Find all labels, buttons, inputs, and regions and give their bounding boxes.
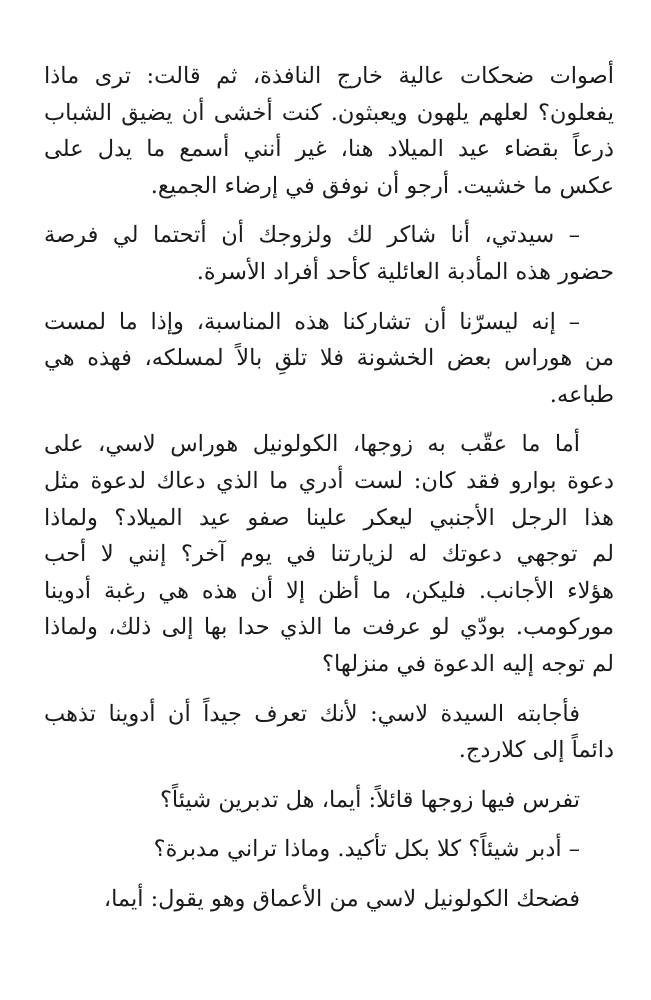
paragraph [44, 831, 614, 868]
text-line: لم توجهي دعوتك له لزيارتنا في يوم آخر؟ إنني لا أحب [44, 541, 614, 568]
text-line: هؤلاء الأجانب. فليكن، ما أظن إلا أن هذه هي رغبة أدوينا [44, 577, 614, 604]
text-line: دائماً إلى كلاردج. [458, 737, 614, 764]
text-line: أصوات ضحكات عالية خارج النافذة، ثم قالت: ترى ماذا [44, 63, 614, 89]
text-line: هذا الرجل الأجنبي ليعكر علينا صفو عيد الميلاد؟ ولماذا [44, 504, 614, 531]
text-line: – إنه ليسرّنا أن تشاركنا هذه المناسبة، وإذا ما لمست [44, 308, 580, 335]
text-line: من هوراس بعض الخشونة فلا تلقِ بالاً لمسلكه، فهذه هي [44, 345, 614, 372]
text-line: عكس ما خشيت. أرجو أن نوفق في إرضاء الجميع. [150, 172, 614, 199]
text-line: أما ما عقّب به زوجها، الكولونيل هوراس لاسي، على [44, 431, 580, 458]
paragraph [44, 782, 614, 819]
text-line: دعوة بوارو فقد كان: لست أدري ما الذي دعاك لدعوة مثل [44, 467, 614, 494]
text-line: ذرعاً بقضاء عيد الميلاد هنا، غير أنني أسمع ما يدل على [44, 136, 614, 163]
paragraph [44, 217, 614, 290]
text-line: حضور هذه المأدبة العائلية كأحد أفراد الأسرة. [196, 258, 614, 285]
paragraph [44, 881, 614, 918]
paragraph [44, 426, 614, 682]
paragraph [44, 696, 614, 769]
text-line: طباعه. [549, 381, 614, 408]
book-page [44, 58, 614, 917]
text-line: فضحك الكولونيل لاسي من الأعماق وهو يقول: أيما، [103, 885, 580, 912]
text-line: تفرس فيها زوجها قائلاً: أيما، هل تدبرين شيئاً؟ [159, 786, 580, 813]
text-line: لم توجه إليه الدعوة في منزلها؟ [322, 650, 614, 677]
text-line: – أدبر شيئاً؟ كلا بكل تأكيد. وماذا تراني مدبرة؟ [153, 836, 580, 863]
text-line: – سيدتي، أنا شاكر لك ولزوجك أن أتحتما لي فرصة [44, 222, 580, 249]
text-line: فأجابته السيدة لاسي: لأنك تعرف جيداً أن أدوينا تذهب [44, 700, 580, 727]
text-line: موركومب. بودّي لو عرفت ما الذي حدا بها إلى ذلك، ولماذا [44, 614, 614, 641]
text-line: يفعلون؟ لعلهم يلهون ويعبثون. كنت أخشى أن يضيق الشباب [44, 99, 614, 126]
paragraph [44, 304, 614, 414]
paragraph [44, 58, 614, 204]
